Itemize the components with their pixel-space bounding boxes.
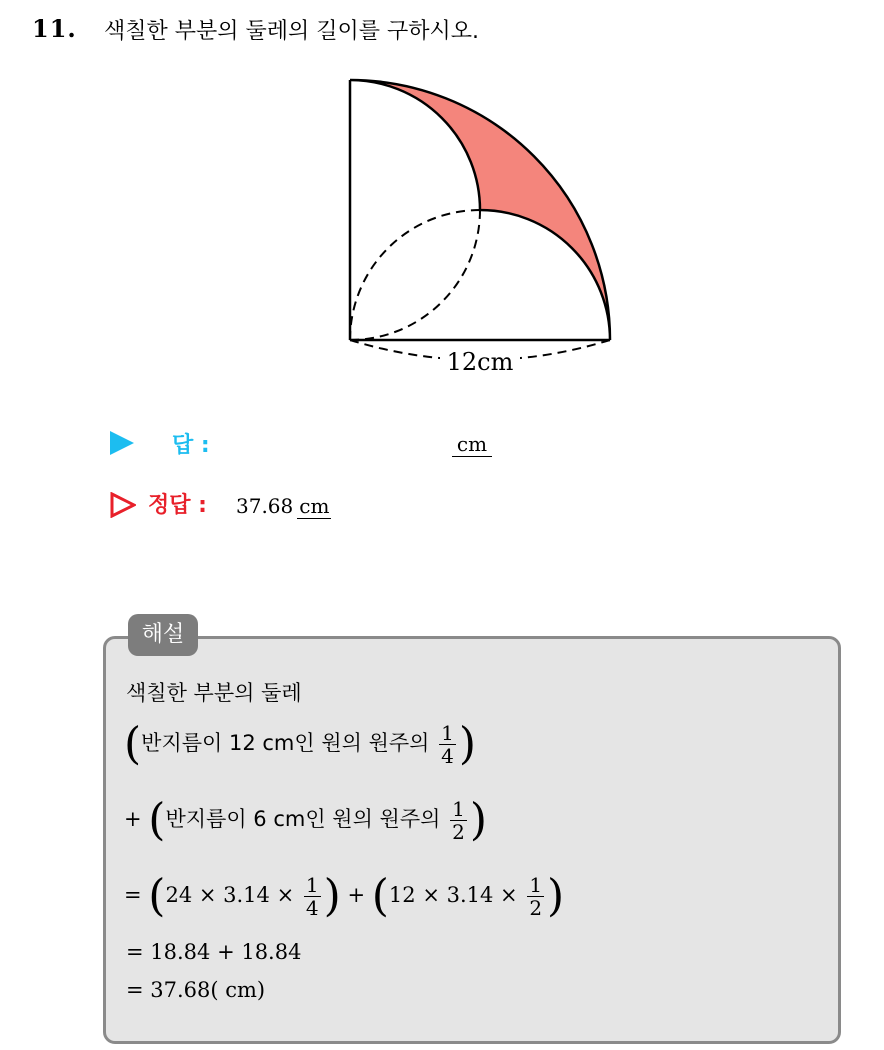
dashed-arc-left [350,210,480,340]
fraction-a: $\frac{1}{4}$ [305,873,319,920]
fraction-one-half: $\frac{1}{2}$ [452,797,465,844]
solution-line-5: = 18.84 + 18.84 [126,940,302,964]
answer-blank[interactable]: cm [452,432,492,457]
correct-label: 정답 : [148,493,207,518]
answer-label: 답 : [172,433,210,458]
solution-line-3: + (반지름이 6 cm인 원의 원주의 $\frac{1}{2}$ ) [124,794,487,846]
fraction-b: $\frac{1}{2}$ [529,873,543,920]
play-triangle-icon [110,431,134,455]
equals-sign: = [124,883,142,907]
correct-answer-row [110,488,530,522]
line4-term-b: 12 × 3.14 × [388,883,518,907]
line4-term-a: 24 × 3.14 × [165,883,295,907]
question-text: 색칠한 부분의 둘레의 길이를 구하시오. [104,19,479,44]
correct-number: 37.68 [236,494,294,518]
answer-row [110,428,530,460]
dimension-label: 12cm [446,348,514,376]
plus-sign: + [124,807,142,831]
solution-tag: 해설 [128,614,198,656]
geometry-figure [320,60,640,390]
solution-line-4: = (24 × 3.14 × $\frac{1}{4}$ ) + (12 × 3.14 × $\frac{1}{2}$ ) [124,870,565,922]
dashed-arc-right [350,210,480,340]
fraction-one-quarter: $\frac{1}{4}$ [441,721,454,768]
correct-value [236,494,331,518]
plus-sign-2: + [347,883,366,907]
line2-text: 반지름이 12 cm인 원의 원주의 [141,731,430,755]
solution-line-2: (반지름이 12 cm인 원의 원주의 $\frac{1}{4}$ ) [124,718,477,770]
correct-unit: cm [299,494,330,518]
outline-triangle-icon [110,492,136,518]
solution-line-6: = 37.68( cm) [126,978,266,1002]
solution-line-1: 색칠한 부분의 둘레 [126,681,302,705]
line3-text: 반지름이 6 cm인 원의 원주의 [165,807,441,831]
question-number: 11. [32,14,77,43]
quarter-circle-diagram [320,60,640,390]
